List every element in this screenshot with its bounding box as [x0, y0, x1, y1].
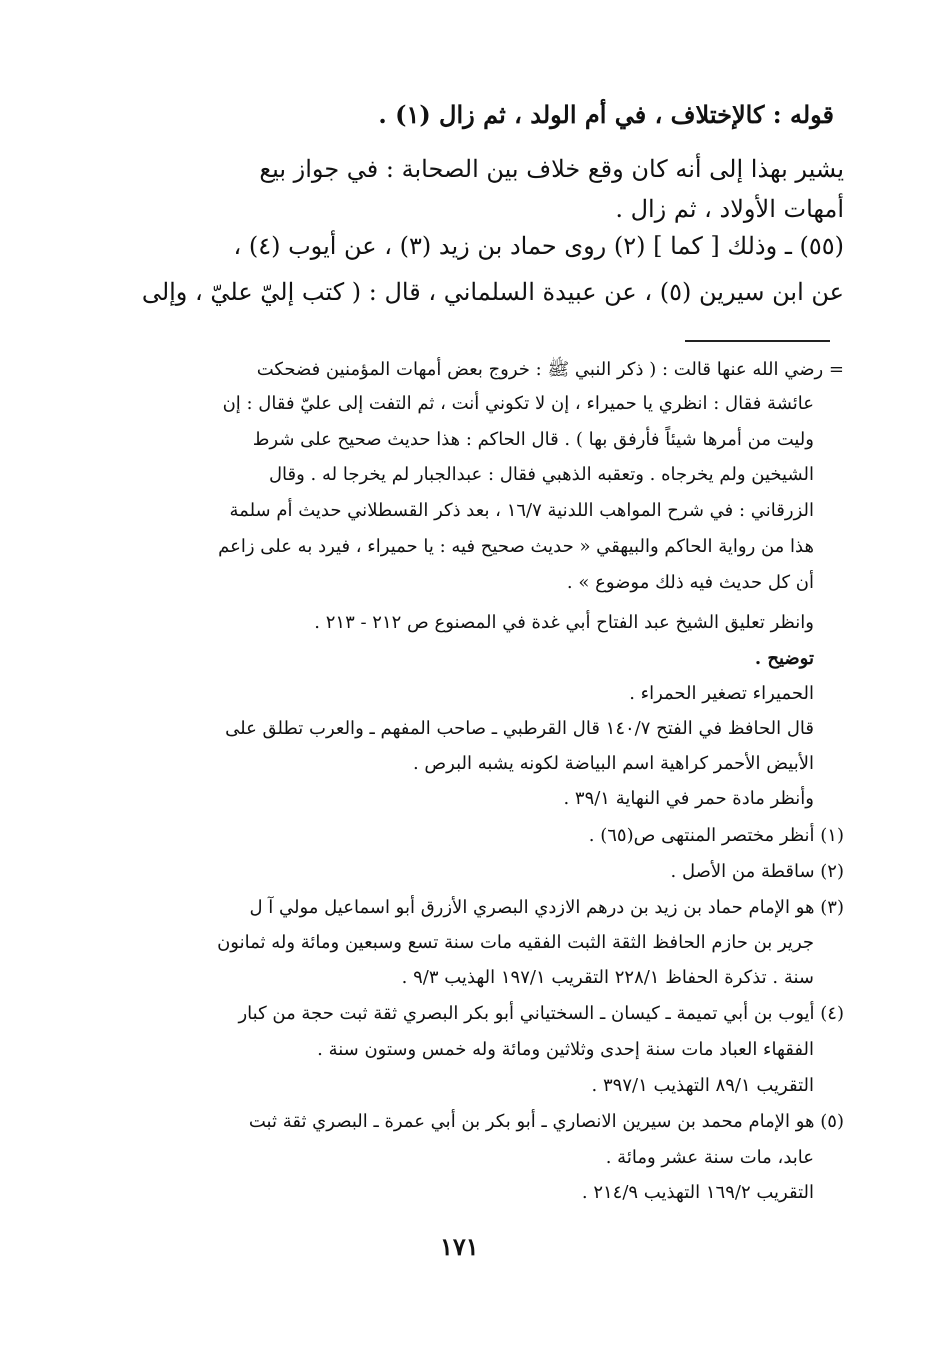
footnote-separator: [685, 340, 830, 342]
footnote-1: (١) أنظر مختصر المنتهى ص(٦٥) .: [588, 825, 844, 846]
footnote-4-line-2: الفقهاء العباد مات سنة إحدى وثلاثين ومائة وله خمس وستون سنة .: [317, 1039, 814, 1060]
main-line-5: عن ابن سيرين (٥) ، عن عبيدة السلماني ، قال : ( كتب إليّ عليّ ، وإلى: [141, 278, 844, 306]
main-line-4: (٥٥) ـ وذلك [ كما ] (٢) روى حماد بن زيد (٣) ، عن أيوب (٤) ،: [233, 232, 844, 260]
main-line-3: أمهات الأولاد ، ثم زال .: [615, 195, 844, 223]
cont-line-8: وانظر تعليق الشيخ عبد الفتاح أبي غدة في المصنوع ص ٢١٢ - ٢١٣ .: [314, 612, 814, 633]
main-line-1: قوله : كالإختلاف ، في أم الولد ، ثم زال (١) .: [378, 100, 834, 129]
main-line-2: يشير بهذا إلى أنه كان وقع خلاف بين الصحابة : في جواز بيع: [259, 155, 844, 183]
tawdih-heading: توضيح .: [754, 648, 814, 669]
cont-line-3: وليت من أمرها شيئاً فأرفق بها ) . قال الحاكم : هذا حديث صحيح على شرط: [252, 429, 814, 450]
cont-line-13: وأنظر مادة حمر في النهاية ٣٩/١ .: [563, 788, 814, 809]
cont-line-4: الشيخين ولم يخرجاه . وتعقبه الذهبي فقال : عبدالجبار لم يخرجا له . وقال: [268, 464, 814, 485]
cont-line-1: = رضي الله عنها قالت : ( ذكر النبي ﷺ : خروج بعض أمهات المؤمنين فضحكت: [256, 359, 844, 380]
cont-line-6: هذا من رواية الحاكم والبيهقي « حديث صحيح فيه : يا حميراء ، فيرد به على زاعم: [218, 536, 814, 557]
footnote-5-line-3: التقريب ١٦٩/٢ التهذيب ٢١٤/٩ .: [581, 1182, 814, 1203]
footnote-5-line-1: (٥) هو الإمام محمد بن سيرين الانصاري ـ أبو بكر بن أبي عمرة ـ البصري ثقة ثبت: [248, 1111, 844, 1132]
footnote-4-line-1: (٤) أيوب بن أبي تميمة ـ كيسان ـ السختياني أبو بكر البصري ثقة ثبت حجة من كبار: [238, 1003, 844, 1024]
footnote-5-line-2: عابد، مات سنة عشر ومائة .: [605, 1147, 814, 1168]
cont-line-7: أن كل حديث فيه ذلك موضوع » .: [566, 572, 814, 593]
cont-line-10: الحميراء تصغير الحمراء .: [629, 683, 814, 704]
cont-line-5: الزرقاني : في شرح المواهب اللدنية ١٦/٧ ، بعد ذكر القسطلاني حديث أم سلمة: [229, 500, 814, 521]
page-number: ١٧١: [440, 1232, 479, 1261]
cont-line-2: عائشة فقال : انظري يا حميراء ، إن لا تكوني أنت ، ثم التفت إلى عليّ فقال : إن: [222, 393, 814, 414]
footnote-2: (٢) ساقطة من الأصل .: [670, 861, 844, 882]
footnote-4-line-3: التقريب ٨٩/١ التهذيب ٣٩٧/١ .: [591, 1075, 814, 1096]
cont-line-12: الأبيض الأحمر كراهية اسم البياضة لكونه يشبه البرص .: [412, 753, 814, 774]
footnote-3-line-3: سنة . تذكرة الحفاظ ٢٢٨/١ التقريب ١٩٧/١ الهذيب ٩/٣ .: [401, 967, 814, 988]
footnote-3-line-1: (٣) هو الإمام حماد بن زيد بن درهم الازدي البصري الأزرق أبو اسماعيل مولي آ ل: [249, 897, 844, 918]
footnote-3-line-2: جرير بن حازم الحافظ الثقة الثبت الفقيه مات سنة تسع وسبعين ومائة وله ثمانون: [217, 932, 814, 953]
cont-line-11: قال الحافظ في الفتح ١٤٠/٧ قال القرطبي ـ صاحب المفهم ـ والعرب تطلق على: [225, 718, 814, 739]
